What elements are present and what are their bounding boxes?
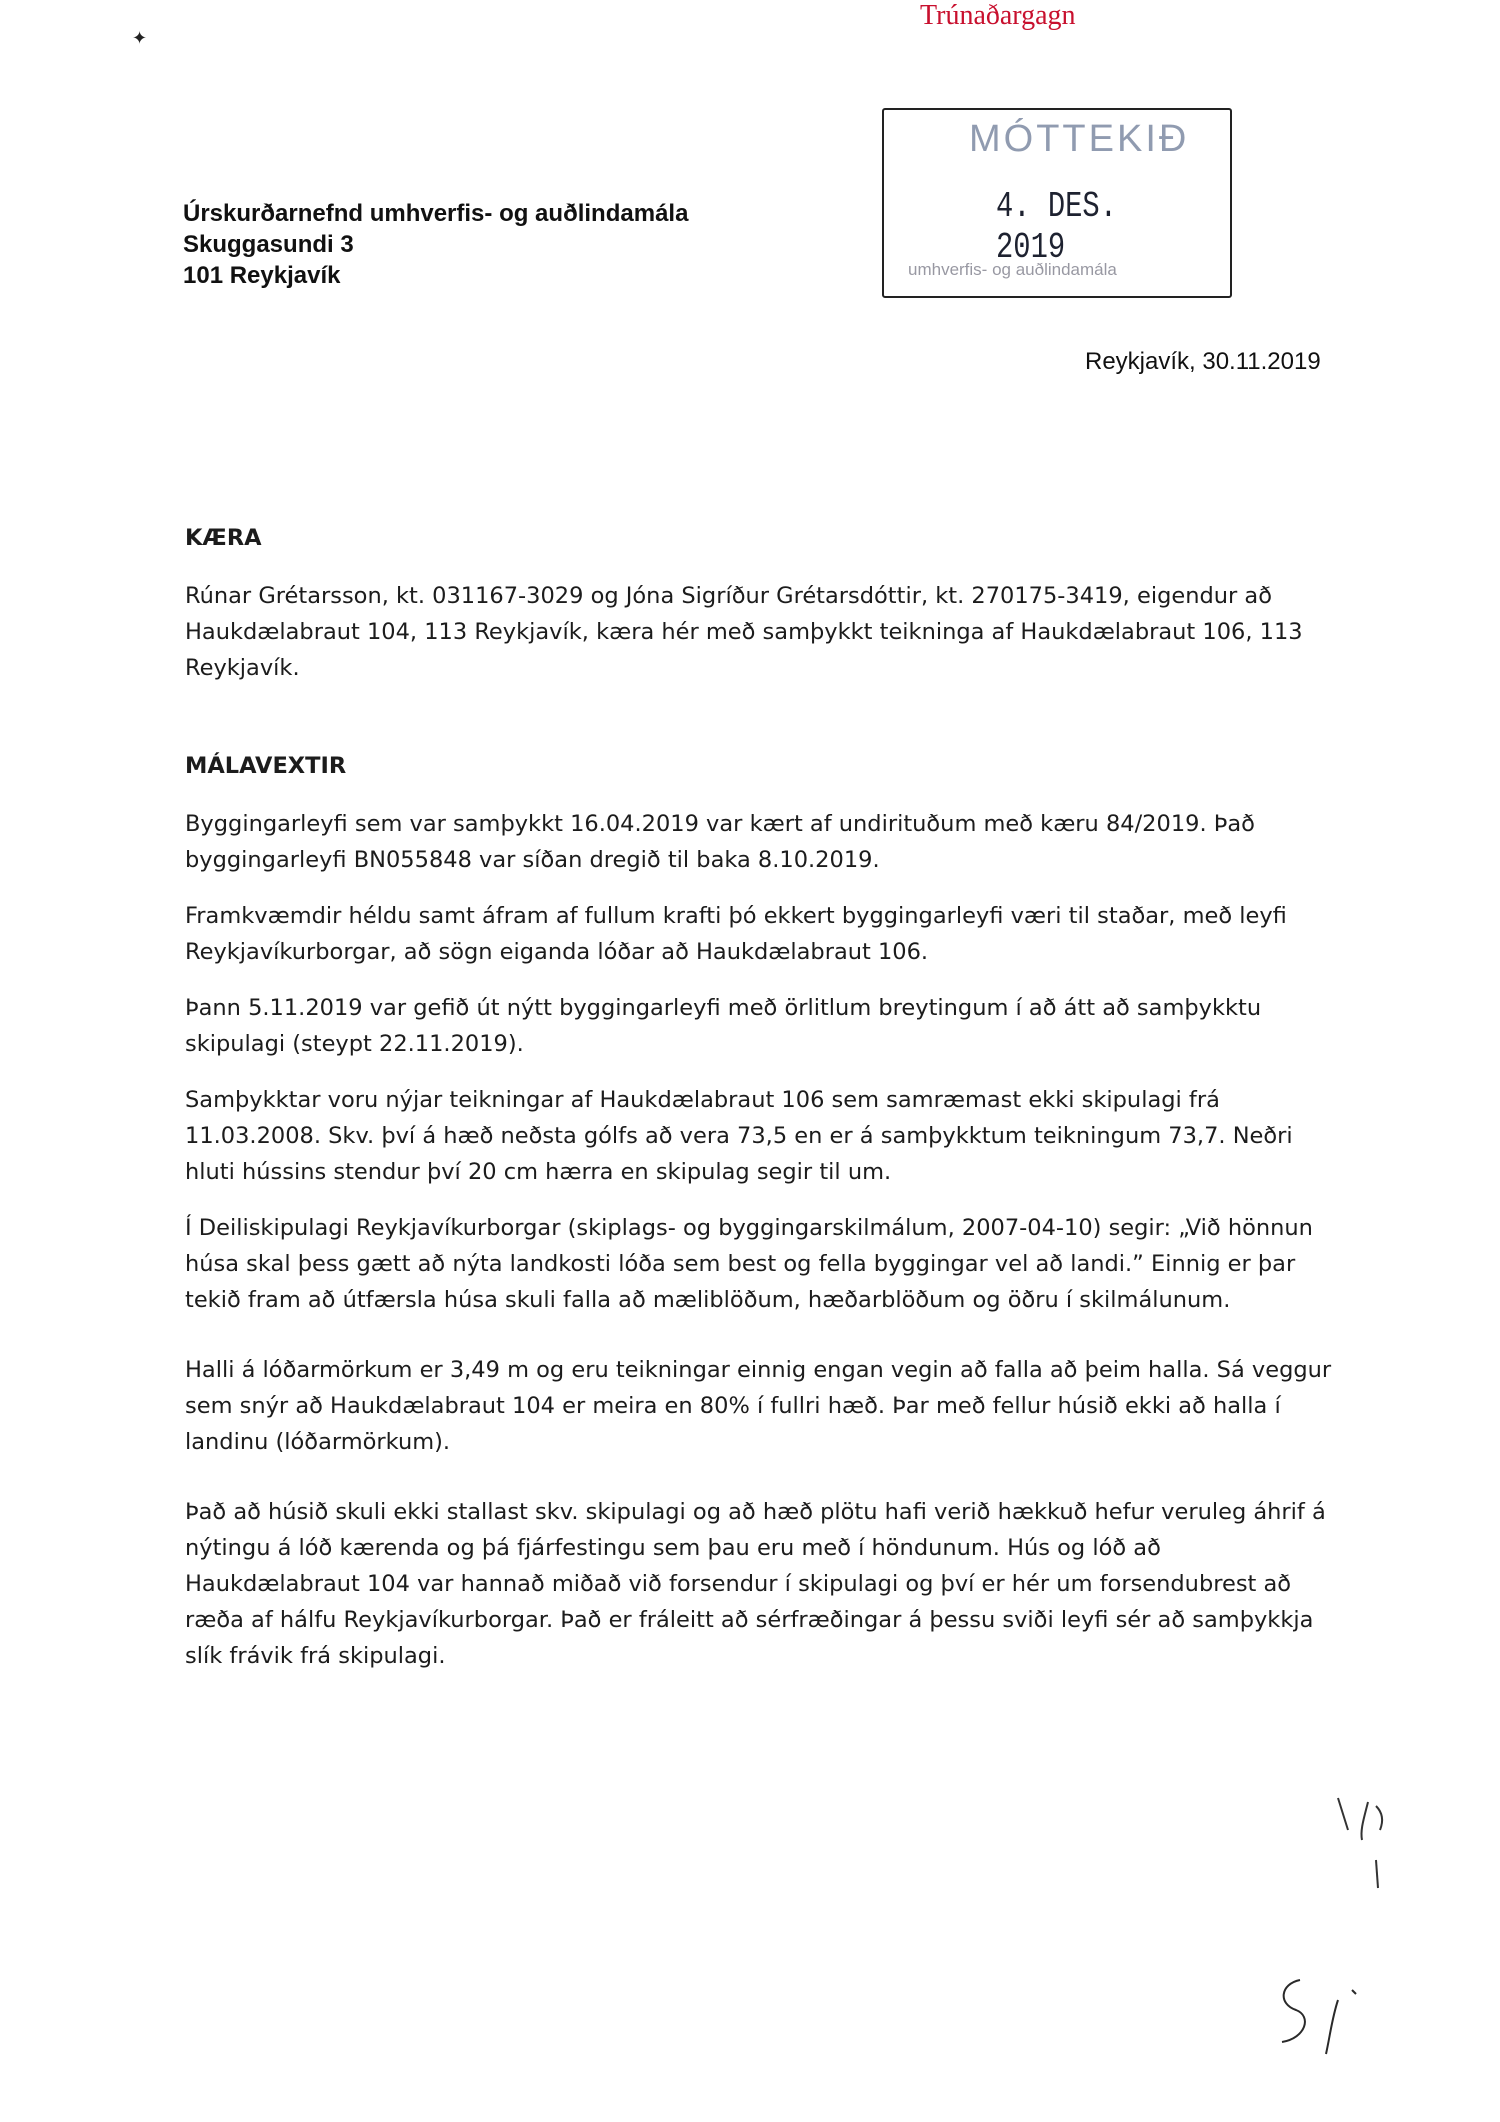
- initials-mark: [1320, 1790, 1430, 1920]
- confidential-label: Trúnaðargagn: [920, 0, 1076, 31]
- kaera-paragraph: Rúnar Grétarsson, kt. 031167-3029 og Jóna Sigríður Grétarsdóttir, kt. 270175-3419, eigendur að Haukdælabraut 104, 113 Reykjavík, kæra hér með samþykkt teikninga af Haukdælabraut 106, 113 Reykjavík.: [185, 583, 1303, 681]
- paragraph-7: Það að húsið skuli ekki stallast skv. skipulagi og að hæð plötu hafi verið hækkuð hefur veruleg áhrif á nýtingu á lóð kærenda og þá fjárfestingu sem þau eru með í höndunum. Hús og lóð að Haukdælabraut 104 var hannað miðað við forsendur í skipulagi og því er hér um forsendubrest að ræða af hálfu Reykjavíkurborgar. Það er fráleitt að sérfræðingar á þessu sviði leyfi sér að samþykkja slík frávik frá skipulagi.: [185, 1499, 1326, 1669]
- stamp-org: umhverfis- og auðlindamála: [908, 260, 1117, 279]
- paragraph-1: Byggingarleyfi sem var samþykkt 16.04.2019 var kært af undirituðum með kæru 84/2019. Það byggingarleyfi BN055848 var síðan dregið til baka 8.10.2019.: [185, 811, 1255, 873]
- kaera-heading: KÆRA: [185, 525, 262, 551]
- paragraph-6: Halli á lóðarmörkum er 3,49 m og eru teikningar einnig engan vegin að falla að þeim halla. Sá veggur sem snýr að Haukdælabraut 104 er meira en 80% í fullri hæð. Þar með fellur húsið ekki að halla í landinu (lóðarmörkum).: [185, 1357, 1332, 1455]
- stamp-date: 4. DES. 2019: [996, 186, 1117, 268]
- stamp-title: MÓTTEKIÐ: [969, 118, 1190, 160]
- malavextir-heading: MÁLAVEXTIR: [185, 753, 347, 779]
- recipient-address: [183, 198, 688, 291]
- scan-mark: ✦: [132, 28, 148, 49]
- signature-scribble: [1260, 1960, 1390, 2070]
- paragraph-4: Samþykktar voru nýjar teikningar af Haukdælabraut 106 sem samræmast ekki skipulagi frá 11.03.2008. Skv. því á hæð neðsta gólfs að vera 73,5 en er á samþykktum teikningum 73,7. Neðri hluti hússins stendur því 20 cm hærra en skipulag segir til um.: [185, 1087, 1293, 1185]
- paragraph-2: Framkvæmdir héldu samt áfram af fullum krafti þó ekkert byggingarleyfi væri til staðar, með leyfi Reykjavíkurborgar, að sögn eiganda lóðar að Haukdælabraut 106.: [185, 903, 1287, 965]
- paragraph-5: Í Deiliskipulagi Reykjavíkurborgar (skiplags- og byggingarskilmálum, 2007-04-10) segir: „Við hönnun húsa skal þess gætt að nýta landkosti lóða sem best og fella byggingar vel að landi.” Einnig er þar tekið fram að útfærsla húsa skuli falla að mæliblöðum, hæðarblöðum og öðru í skilmálunum.: [185, 1215, 1313, 1313]
- letter-body: [185, 520, 1335, 1694]
- received-stamp: [882, 108, 1232, 298]
- letter-date: Reykjavík, 30.11.2019: [1085, 348, 1321, 375]
- recipient-city: 101 Reykjavík: [183, 262, 341, 289]
- recipient-street: Skuggasundi 3: [183, 231, 354, 258]
- paragraph-3: Þann 5.11.2019 var gefið út nýtt byggingarleyfi með örlitlum breytingum í að átt að samþykktu skipulagi (steypt 22.11.2019).: [185, 995, 1262, 1057]
- recipient-name: Úrskurðarnefnd umhverfis- og auðlindamála: [183, 200, 689, 227]
